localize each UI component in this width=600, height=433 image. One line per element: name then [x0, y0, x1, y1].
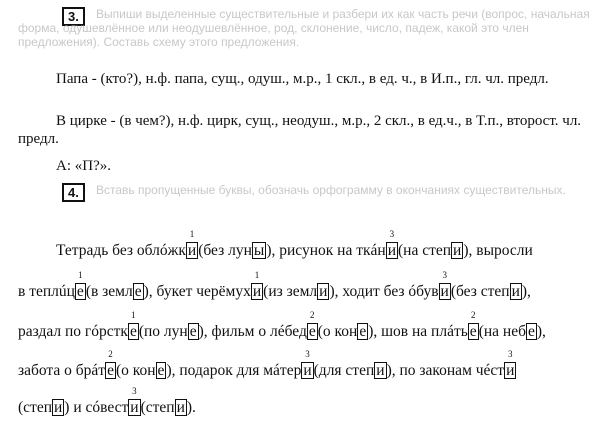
orthogram-number: 1: [254, 270, 260, 280]
ending-box: е: [359, 323, 367, 340]
orthogram-number: 3: [389, 229, 395, 239]
orthogram-number: 2: [108, 349, 113, 359]
ending-box: и: [440, 283, 449, 300]
ending-3: [439, 270, 451, 302]
text: (по лун: [138, 323, 188, 340]
text: (на неб: [478, 323, 526, 340]
text: ), подарок для мáтер: [166, 362, 302, 379]
text: ),: [521, 283, 531, 300]
ending-2: [307, 310, 318, 342]
ending-box: и: [252, 283, 262, 300]
text: в теплúц: [18, 283, 75, 300]
text: (в земл: [85, 283, 133, 300]
orthogram-number: 3: [132, 386, 137, 396]
text: (степ: [18, 399, 52, 416]
text: ),: [536, 323, 546, 340]
text: раздал по гóрстк: [18, 323, 128, 340]
orthogram-number: 3: [507, 349, 513, 359]
exercise-4-row-5: [18, 386, 196, 418]
ending-1: [75, 270, 86, 302]
text: (без лун: [198, 242, 252, 259]
text: (степ: [140, 399, 175, 416]
ending-2: [251, 270, 263, 302]
text: ).: [186, 399, 196, 416]
exercise-4-task: Вставь пропущенные буквы, обозначь орфограмму в окончаниях существительных.: [96, 183, 566, 197]
ending-3: [468, 310, 479, 342]
ending-2: [386, 229, 398, 261]
text: (для степ: [313, 362, 375, 379]
text: (на степ: [398, 242, 452, 259]
ending-box: и: [319, 283, 328, 300]
text: (о кон: [317, 323, 358, 340]
text: ), рисунок на ткáн: [266, 242, 386, 259]
ending-box: ы: [253, 242, 265, 259]
orthogram-number: 3: [442, 270, 447, 280]
exercise-3-number: 3.: [62, 7, 85, 26]
orthogram-number: 2: [470, 310, 476, 320]
ending-box: е: [134, 283, 142, 300]
ending-box: и: [130, 399, 139, 416]
orthogram-number: 3: [305, 349, 310, 359]
exercise-3-answer-line-2: В цирке - (в чем?), н.ф. цирк, сущ., неодуш., м.р., 2 скл., в ед.ч., в Т.п., второст. чл. предл.: [18, 113, 582, 147]
exercise-4-row-1: [56, 229, 533, 261]
ending-box: и: [453, 242, 462, 259]
text: (без степ: [450, 283, 510, 300]
orthogram-number: 1: [189, 229, 195, 239]
exercise-3-answer-line-1: Папа - (кто?), н.ф. папа, сущ., одуш., м.р., 1 скл., в ед. ч., в И.п., гл. чл. предл.: [56, 71, 549, 87]
exercise-3-task: Выпиши выделенные существительные и разбери их как часть речи (вопрос, начальная форма, одушевлённое или неодушевлённое, род, склонение, число, падеж, какой это член предложения). Составь схему этого предложения.: [18, 7, 590, 49]
ending-2: [301, 349, 313, 381]
ending-box: е: [527, 323, 535, 340]
ending-1: [186, 229, 198, 261]
ending-box: е: [76, 283, 84, 300]
ending-3: [504, 349, 516, 381]
ending-box: и: [506, 362, 515, 379]
ending-box: и: [376, 362, 385, 379]
text: ), шов на плáть: [368, 323, 468, 340]
orthogram-number: 2: [310, 310, 315, 320]
text: забота о брáт: [18, 362, 106, 379]
text: Тетрадь без облóжк: [56, 242, 186, 259]
ending-1: [128, 310, 139, 342]
ending-box: е: [129, 323, 137, 340]
exercise-4-row-2: [18, 270, 531, 302]
text: ), фильм о лéбед: [198, 323, 307, 340]
ending-box: е: [189, 323, 197, 340]
ending-box: и: [387, 242, 396, 259]
exercise-4-row-4: [18, 349, 516, 381]
ending-box: е: [157, 362, 165, 379]
ending-box: е: [469, 323, 477, 340]
ending-box: и: [187, 242, 197, 259]
text: (из земл: [263, 283, 318, 300]
exercise-3-answer-line-3: А: «П?».: [56, 158, 111, 174]
ending-box: е: [107, 362, 114, 379]
ending-box: и: [54, 399, 63, 416]
ending-box: и: [303, 362, 312, 379]
ending-box: и: [511, 283, 520, 300]
ending-box: и: [176, 399, 185, 416]
ending-1: [105, 349, 116, 381]
exercise-4-number: 4.: [62, 183, 85, 202]
text: ), по законам чéст: [386, 362, 505, 379]
text: ), выросли: [463, 242, 533, 259]
text: ), букет черёмух: [143, 283, 251, 300]
text: ) и сóвест: [64, 399, 129, 416]
exercise-4-row-3: [18, 310, 546, 342]
text: (о кон: [115, 362, 156, 379]
orthogram-number: 1: [131, 310, 136, 320]
ending-box: е: [308, 323, 316, 340]
text: ), ходит без óбув: [329, 283, 439, 300]
ending-1: [128, 386, 140, 418]
orthogram-number: 1: [78, 270, 83, 280]
